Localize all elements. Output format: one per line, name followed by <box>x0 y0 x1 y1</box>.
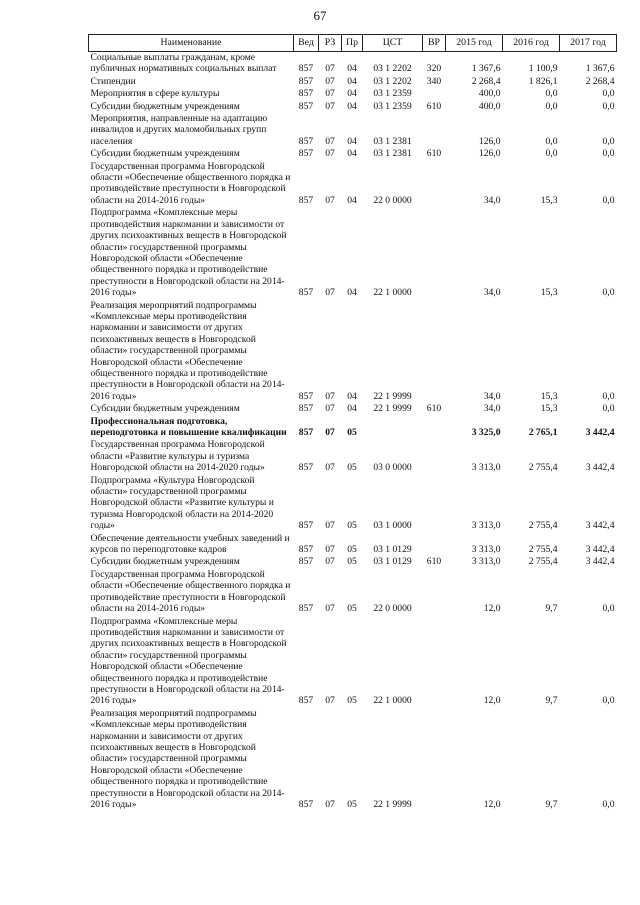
cell-vr <box>423 475 446 533</box>
cell-cst: 03 1 2202 <box>373 63 412 75</box>
table-row <box>89 439 617 474</box>
cell-name: Субсидии бюджетным учреждениям <box>90 556 240 568</box>
cell-2015: 1 367,6 <box>471 63 501 75</box>
cell-2017: 0,0 <box>602 403 615 415</box>
cell-2016: 9,7 <box>545 695 558 707</box>
cell-cst: 03 1 2359 <box>373 100 412 112</box>
cell-cst: 22 1 0000 <box>373 287 412 299</box>
table-row <box>89 533 617 557</box>
cell-ved: 857 <box>298 287 314 299</box>
page-number: 67 <box>313 8 327 23</box>
header-2015: 2015 год <box>446 35 503 52</box>
cell-ved: 857 <box>298 100 314 112</box>
cell-2017: 3 442,4 <box>585 520 615 532</box>
cell-2015: 3 325,0 <box>471 427 501 438</box>
cell-2016: 1 826,1 <box>528 75 558 87</box>
cell-2016: 9,7 <box>545 799 558 810</box>
cell-name: Государственная программа Новгородской области «Обеспечение общественного порядка и противодействие преступности в Новгородской области на 2014-2016 годы» <box>90 568 291 615</box>
cell-name: Подпрограмма «Комплексные меры противодействия наркомании и зависимости от других психоактивных веществ в Новгородской области» государственной программы Новгородской области «Обеспечение общественного порядка и противодействие преступности в Новгородской области на 2014-2016 годы» <box>90 615 287 707</box>
cell-2015: 12,0 <box>483 603 501 615</box>
cell-ved: 857 <box>298 603 314 615</box>
cell-cst: 03 1 0000 <box>373 520 412 532</box>
cell-rz: 07 <box>325 556 335 568</box>
cell-ved: 857 <box>298 427 314 438</box>
cell-pr: 05 <box>347 556 357 568</box>
cell-2016: 2 765,1 <box>528 427 558 438</box>
cell-name: Субсидии бюджетным учреждениям <box>90 403 240 415</box>
cell-vr <box>423 616 446 708</box>
cell-cst: 22 0 0000 <box>373 603 412 615</box>
cell-pr: 04 <box>347 88 357 100</box>
cell-name: Мероприятия в сфере культуры <box>90 88 220 100</box>
table-row <box>89 300 617 404</box>
cell-pr: 04 <box>347 75 357 87</box>
cell-name: Реализация мероприятий подпрограммы «Комплексные меры противодействия наркомании и зависимости от других психоактивных веществ в Новгородской области» государственной программы Новгородской области «Обеспечение общественного порядка и противодействие преступности в Новгородской области на 2014-2016 годы» <box>90 299 285 402</box>
cell-pr: 05 <box>347 603 357 615</box>
cell-ved: 857 <box>298 403 314 415</box>
cell-vr <box>423 161 446 208</box>
cell-vr: 610 <box>426 403 442 415</box>
cell-2016: 2 755,4 <box>528 462 558 474</box>
cell-rz: 07 <box>325 520 335 532</box>
cell-cst: 22 1 9999 <box>373 799 412 810</box>
cell-2015: 34,0 <box>483 390 501 402</box>
cell-ved: 857 <box>298 556 314 568</box>
cell-vr <box>423 300 446 404</box>
cell-rz: 07 <box>325 194 335 206</box>
cell-2016: 15,3 <box>540 287 558 299</box>
table-row <box>89 161 617 208</box>
cell-2016: 0,0 <box>545 135 558 147</box>
cell-rz: 07 <box>325 390 335 402</box>
table-row <box>89 403 617 415</box>
cell-ved: 857 <box>298 390 314 402</box>
cell-2015: 34,0 <box>483 194 501 206</box>
cell-2017: 0,0 <box>602 194 615 206</box>
cell-2015: 2 268,4 <box>471 75 501 87</box>
cell-name: Подпрограмма «Культура Новгородской области» государственной программы Новгородской области «Развитие культуры и туризма Новгородской области на 2014-2020 годы» <box>90 474 274 532</box>
table-row <box>89 207 617 299</box>
cell-2017: 0,0 <box>602 100 615 112</box>
cell-ved: 857 <box>298 520 314 532</box>
cell-name: Профессиональная подготовка, переподготовка и повышение квалификации <box>90 415 287 438</box>
table-row <box>89 88 617 100</box>
cell-pr: 04 <box>347 403 357 415</box>
cell-name: Подпрограмма «Комплексные меры противодействия наркомании и зависимости от других психоактивных веществ в Новгородской области» государственной программы Новгородской области «Обеспечение общественного порядка и противодействие преступности в Новгородской области на 2014-2016 годы» <box>90 207 287 299</box>
cell-2015: 126,0 <box>478 135 501 147</box>
cell-2016: 1 100,9 <box>528 63 558 75</box>
header-rz: РЗ <box>319 35 342 52</box>
cell-2017: 0,0 <box>602 695 615 707</box>
cell-rz: 07 <box>325 135 335 147</box>
cell-pr: 04 <box>347 100 357 112</box>
cell-ved: 857 <box>298 695 314 707</box>
cell-pr: 05 <box>347 520 357 532</box>
cell-rz: 07 <box>325 88 335 100</box>
cell-2015: 3 313,0 <box>471 462 501 474</box>
cell-vr <box>423 569 446 616</box>
cell-vr <box>423 113 446 148</box>
cell-vr <box>423 439 446 474</box>
cell-pr: 05 <box>347 427 357 438</box>
cell-cst: 03 1 0129 <box>373 544 412 556</box>
cell-2015: 34,0 <box>483 287 501 299</box>
table-row <box>89 113 617 148</box>
cell-name: Стипендии <box>90 75 136 87</box>
cell-2017: 0,0 <box>602 799 615 810</box>
cell-cst: 03 1 0129 <box>373 556 412 568</box>
cell-pr: 05 <box>347 695 357 707</box>
cell-pr: 04 <box>347 194 357 206</box>
table-row <box>89 76 617 88</box>
cell-2015: 126,0 <box>478 148 501 160</box>
cell-2017: 0,0 <box>602 135 615 147</box>
cell-vr <box>423 533 446 557</box>
cell-ved: 857 <box>298 462 314 474</box>
header-2017: 2017 год <box>560 35 617 52</box>
header-name: Наименование <box>89 35 294 52</box>
cell-vr <box>423 88 446 100</box>
cell-cst <box>363 416 423 440</box>
cell-cst: 22 1 0000 <box>373 695 412 707</box>
cell-2017: 0,0 <box>602 148 615 160</box>
cell-name: Субсидии бюджетным учреждениям <box>90 100 240 112</box>
cell-pr: 04 <box>347 287 357 299</box>
cell-2015: 400,0 <box>478 100 501 112</box>
cell-pr: 05 <box>347 544 357 556</box>
table-header <box>89 35 617 52</box>
cell-vr: 610 <box>426 556 442 568</box>
cell-name: Социальные выплаты гражданам, кроме публичных нормативных социальных выплат <box>90 52 277 75</box>
cell-pr: 04 <box>347 148 357 160</box>
header-vr: ВР <box>423 35 446 52</box>
cell-vr <box>423 416 446 440</box>
cell-cst: 03 1 2381 <box>373 135 412 147</box>
cell-2015: 3 313,0 <box>471 520 501 532</box>
cell-cst: 22 0 0000 <box>373 194 412 206</box>
cell-ved: 857 <box>298 88 314 100</box>
cell-pr: 05 <box>347 799 357 810</box>
cell-cst: 03 1 2381 <box>373 148 412 160</box>
cell-2015: 3 313,0 <box>471 556 501 568</box>
cell-rz: 07 <box>325 75 335 87</box>
cell-ved: 857 <box>298 75 314 87</box>
cell-rz: 07 <box>325 799 335 810</box>
table-row <box>89 148 617 160</box>
cell-cst: 03 0 0000 <box>373 462 412 474</box>
header-2016: 2016 год <box>503 35 560 52</box>
cell-vr <box>423 708 446 812</box>
cell-2016: 15,3 <box>540 390 558 402</box>
cell-rz: 07 <box>325 403 335 415</box>
cell-2015: 34,0 <box>483 403 501 415</box>
cell-name: Государственная программа Новгородской области «Обеспечение общественного порядка и противодействие преступности в Новгородской области на 2014-2016 годы» <box>90 160 291 206</box>
cell-vr: 340 <box>426 75 442 87</box>
cell-rz: 07 <box>325 462 335 474</box>
cell-vr: 610 <box>426 100 442 112</box>
cell-2017: 1 367,6 <box>585 63 615 75</box>
cell-vr: 610 <box>426 148 442 160</box>
header-cst: ЦСТ <box>363 35 423 52</box>
cell-2017: 0,0 <box>602 390 615 402</box>
cell-pr: 04 <box>347 63 357 75</box>
cell-2017: 3 442,4 <box>585 462 615 474</box>
cell-name: Реализация мероприятий подпрограммы «Комплексные меры противодействия наркомании и зависимости от других психоактивных веществ в Новгородской области» государственной программы Новгородской области «Обеспечение общественного порядка и противодействие преступности в Новгородской области на 2014-2016 годы» <box>90 707 285 810</box>
cell-2017: 2 268,4 <box>585 75 615 87</box>
cell-vr <box>423 207 446 299</box>
cell-2017: 0,0 <box>602 88 615 100</box>
cell-2017: 0,0 <box>602 287 615 299</box>
cell-2015: 12,0 <box>483 695 501 707</box>
cell-2016: 2 755,4 <box>528 520 558 532</box>
cell-ved: 857 <box>298 544 314 556</box>
cell-cst: 22 1 9999 <box>373 403 412 415</box>
table-row <box>89 569 617 616</box>
cell-name: Обеспечение деятельности учебных заведений и курсов по переподготовке кадров <box>90 532 290 556</box>
cell-cst: 03 1 2359 <box>373 88 412 100</box>
cell-rz: 07 <box>325 100 335 112</box>
cell-name: Мероприятия, направленные на адаптацию инвалидов и других маломобильных групп населения <box>90 113 268 147</box>
cell-name: Субсидии бюджетным учреждениям <box>90 148 240 160</box>
cell-rz: 07 <box>325 287 335 299</box>
cell-name: Государственная программа Новгородской области «Развитие культуры и туризма Новгородской области на 2014-2020 годы» <box>90 439 265 474</box>
cell-2016: 9,7 <box>545 603 558 615</box>
cell-2017: 3 442,4 <box>585 556 615 568</box>
cell-rz: 07 <box>325 427 335 438</box>
cell-rz: 07 <box>325 148 335 160</box>
cell-2015: 3 313,0 <box>471 544 501 556</box>
cell-2016: 2 755,4 <box>528 556 558 568</box>
cell-rz: 07 <box>325 63 335 75</box>
cell-rz: 07 <box>325 695 335 707</box>
table-row <box>89 708 617 812</box>
cell-pr: 04 <box>347 390 357 402</box>
cell-cst: 22 1 9999 <box>373 390 412 402</box>
cell-2015: 12,0 <box>483 799 501 810</box>
cell-ved: 857 <box>298 148 314 160</box>
cell-2015: 400,0 <box>478 88 501 100</box>
cell-2016: 15,3 <box>540 403 558 415</box>
cell-2016: 0,0 <box>545 148 558 160</box>
cell-rz: 07 <box>325 603 335 615</box>
cell-ved: 857 <box>298 194 314 206</box>
cell-ved: 857 <box>298 63 314 75</box>
table-row <box>89 556 617 568</box>
cell-2016: 0,0 <box>545 88 558 100</box>
table-body <box>89 52 617 812</box>
cell-2016: 0,0 <box>545 100 558 112</box>
table-row <box>89 416 617 440</box>
header-pr: Пр <box>342 35 363 52</box>
table-row <box>89 52 617 76</box>
cell-vr: 320 <box>426 63 442 75</box>
cell-2016: 15,3 <box>540 194 558 206</box>
table-row <box>89 616 617 708</box>
cell-ved: 857 <box>298 799 314 810</box>
cell-2017: 0,0 <box>602 603 615 615</box>
cell-2017: 3 442,4 <box>585 544 615 556</box>
header-ved: Вед <box>294 35 319 52</box>
cell-pr: 05 <box>347 462 357 474</box>
cell-pr: 04 <box>347 135 357 147</box>
cell-rz: 07 <box>325 544 335 556</box>
budget-table <box>88 34 617 811</box>
table-row <box>89 101 617 113</box>
cell-cst: 03 1 2202 <box>373 75 412 87</box>
cell-2017: 3 442,4 <box>585 427 615 438</box>
table-row <box>89 475 617 533</box>
cell-2016: 2 755,4 <box>528 544 558 556</box>
cell-ved: 857 <box>298 135 314 147</box>
